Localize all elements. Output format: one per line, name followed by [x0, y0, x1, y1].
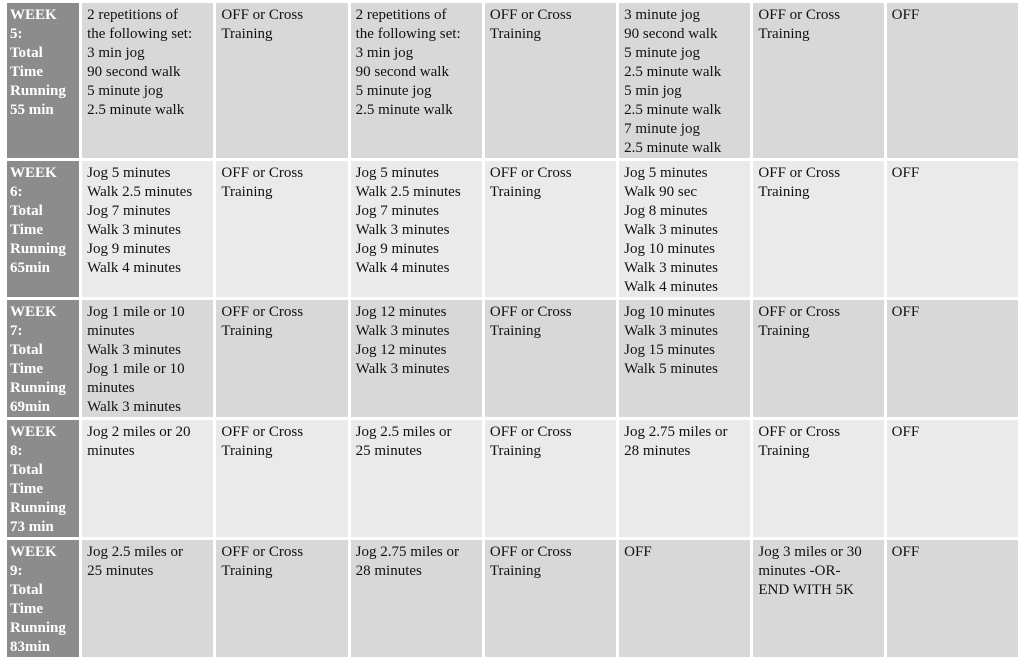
workout-line: OFF or Cross — [489, 304, 572, 320]
workout-line: Walk 3 minutes — [624, 222, 718, 238]
workout-cell-day-2 — [216, 540, 347, 657]
workout-line: 3 minute jog — [624, 7, 700, 23]
workout-cell-day-2 — [216, 161, 347, 297]
week-label-cell — [7, 3, 79, 158]
week-label-cell — [7, 540, 79, 657]
workout-cell-day-6 — [753, 300, 883, 417]
workout-line: OFF — [891, 424, 920, 440]
workout-line: 2.5 minute walk — [355, 102, 453, 118]
workout-line: OFF or Cross — [758, 165, 841, 181]
workout-cell-day-7 — [887, 300, 1018, 417]
workout-line: Walk 3 minutes — [355, 323, 450, 339]
week-label-line: Time — [10, 64, 44, 80]
workout-cell-day-1 — [82, 300, 213, 417]
workout-cell-day-4 — [485, 300, 616, 417]
workout-line: Walk 4 minutes — [355, 260, 450, 276]
week-label-line: Time — [10, 481, 44, 497]
workout-cell-day-7 — [887, 420, 1018, 537]
week-label-line: 9: — [10, 563, 23, 579]
workout-line: Jog 15 minutes — [624, 342, 715, 358]
workout-cell-day-7 — [887, 3, 1018, 158]
workout-line: Walk 3 minutes — [87, 222, 181, 238]
workout-cell-day-3 — [351, 540, 482, 657]
workout-cell-day-5 — [619, 3, 750, 158]
week-label-cell — [7, 420, 79, 537]
training-schedule-table — [4, 0, 1021, 660]
workout-line: OFF or Cross — [489, 165, 572, 181]
week-label-line: 65min — [10, 260, 51, 276]
workout-line: Jog 10 minutes — [624, 241, 715, 257]
workout-line: OFF — [624, 544, 652, 560]
workout-line: Training — [489, 443, 542, 459]
workout-line: Training — [758, 443, 810, 459]
workout-line: 2 repetitions of — [87, 7, 178, 23]
week-label-line: Time — [10, 361, 44, 377]
workout-line: Jog 5 minutes — [624, 165, 708, 181]
workout-line: Jog 9 minutes — [87, 241, 171, 257]
workout-line: OFF — [891, 7, 920, 23]
workout-line: OFF or Cross — [489, 544, 572, 560]
workout-cell-day-1 — [82, 161, 213, 297]
workout-cell-day-3 — [351, 420, 482, 537]
week-label-cell — [7, 161, 79, 297]
week-label-line: WEEK — [10, 7, 57, 23]
workout-cell-day-6 — [753, 420, 883, 537]
workout-line: OFF or Cross — [221, 424, 304, 440]
workout-cell-day-1 — [82, 420, 213, 537]
workout-line: 5 min jog — [624, 83, 682, 99]
week-label-line: WEEK — [10, 304, 57, 320]
workout-line: Jog 10 minutes — [624, 304, 715, 320]
workout-line: 90 second walk — [87, 64, 181, 80]
workout-cell-day-5 — [619, 161, 750, 297]
workout-line: 28 minutes — [355, 563, 422, 579]
workout-line: Walk 4 minutes — [87, 260, 181, 276]
workout-line: Walk 2.5 minutes — [355, 184, 461, 200]
week-label-line: Total — [10, 203, 43, 219]
workout-line: 5 minute jog — [87, 83, 163, 99]
workout-line: 5 minute jog — [355, 83, 432, 99]
table-row — [7, 300, 1018, 417]
workout-line: Walk 3 minutes — [355, 361, 450, 377]
workout-line: minutes — [87, 323, 135, 339]
workout-line: 7 minute jog — [624, 121, 700, 137]
workout-line: Walk 90 sec — [624, 184, 698, 200]
week-label-line: Total — [10, 342, 43, 358]
workout-cell-day-5 — [619, 540, 750, 657]
workout-line: Training — [221, 443, 273, 459]
workout-line: Walk 3 minutes — [624, 323, 718, 339]
workout-line: OFF or Cross — [489, 424, 572, 440]
workout-line: Training — [221, 184, 273, 200]
week-label-line: Running — [10, 620, 66, 636]
workout-line: Jog 7 minutes — [355, 203, 439, 219]
workout-cell-day-5 — [619, 420, 750, 537]
workout-cell-day-4 — [485, 3, 616, 158]
workout-line: Jog 2.75 miles or — [624, 424, 728, 440]
workout-line: 90 second walk — [624, 26, 718, 42]
workout-line: OFF — [891, 165, 920, 181]
week-label-line: 83min — [10, 639, 51, 655]
workout-line: 28 minutes — [624, 443, 691, 459]
workout-line: minutes — [87, 443, 135, 459]
workout-line: OFF or Cross — [758, 7, 841, 23]
workout-line: Walk 3 minutes — [355, 222, 450, 238]
workout-line: Training — [758, 323, 810, 339]
workout-line: Training — [221, 26, 273, 42]
week-label-line: 5: — [10, 26, 23, 42]
workout-line: Training — [221, 323, 273, 339]
workout-line: 25 minutes — [355, 443, 422, 459]
workout-line: Walk 3 minutes — [87, 399, 181, 415]
workout-line: Walk 3 minutes — [624, 260, 718, 276]
week-label-line: Running — [10, 380, 66, 396]
workout-line: 2 repetitions of — [355, 7, 447, 23]
workout-line: Jog 3 miles or 30 — [758, 544, 862, 560]
workout-cell-day-6 — [753, 540, 883, 657]
workout-line: Training — [489, 563, 542, 579]
workout-line: the following set: — [87, 26, 193, 42]
workout-line: 2.5 minute walk — [624, 140, 722, 156]
workout-cell-day-2 — [216, 3, 347, 158]
week-label-line: WEEK — [10, 424, 57, 440]
workout-line: Training — [758, 26, 810, 42]
workout-line: Jog 9 minutes — [355, 241, 439, 257]
workout-line: Walk 2.5 minutes — [87, 184, 193, 200]
workout-line: Jog 12 minutes — [355, 304, 447, 320]
week-label-line: Running — [10, 241, 66, 257]
workout-line: OFF or Cross — [221, 7, 304, 23]
workout-cell-day-7 — [887, 540, 1018, 657]
workout-line: 2.5 minute walk — [87, 102, 185, 118]
workout-cell-day-4 — [485, 540, 616, 657]
workout-line: OFF or Cross — [489, 7, 572, 23]
workout-line: 3 min jog — [355, 45, 414, 61]
week-label-line: Total — [10, 462, 43, 478]
week-label-line: 69min — [10, 399, 51, 415]
week-label-line: Time — [10, 222, 44, 238]
workout-cell-day-4 — [485, 420, 616, 537]
week-label-line: 7: — [10, 323, 23, 339]
workout-cell-day-3 — [351, 161, 482, 297]
week-label-line: 73 min — [10, 519, 54, 535]
workout-line: the following set: — [355, 26, 461, 42]
workout-line: OFF — [891, 544, 920, 560]
workout-line: Jog 12 minutes — [355, 342, 447, 358]
workout-line: Training — [221, 563, 273, 579]
workout-line: 3 min jog — [87, 45, 145, 61]
workout-cell-day-2 — [216, 300, 347, 417]
workout-line: 2.5 minute walk — [624, 102, 722, 118]
week-label-line: Running — [10, 83, 66, 99]
table-row — [7, 540, 1018, 657]
workout-line: Walk 5 minutes — [624, 361, 718, 377]
workout-cell-day-6 — [753, 161, 883, 297]
workout-line: 5 minute jog — [624, 45, 700, 61]
workout-line: Training — [758, 184, 810, 200]
workout-line: OFF — [891, 304, 920, 320]
workout-line: Jog 1 mile or 10 — [87, 361, 185, 377]
workout-line: Jog 1 mile or 10 — [87, 304, 185, 320]
table-row — [7, 420, 1018, 537]
workout-line: Jog 2.5 miles or — [87, 544, 183, 560]
workout-line: minutes -OR- — [758, 563, 841, 579]
workout-cell-day-3 — [351, 300, 482, 417]
week-label-line: 55 min — [10, 102, 54, 118]
workout-line: Jog 2.5 miles or — [355, 424, 452, 440]
workout-line: END WITH 5K — [758, 582, 854, 598]
week-label-line: 8: — [10, 443, 23, 459]
week-label-line: Running — [10, 500, 66, 516]
workout-line: Jog 2.75 miles or — [355, 544, 459, 560]
workout-cell-day-4 — [485, 161, 616, 297]
table-row — [7, 161, 1018, 297]
workout-line: OFF or Cross — [758, 304, 841, 320]
workout-line: OFF or Cross — [758, 424, 841, 440]
week-label-cell — [7, 300, 79, 417]
workout-line: Jog 8 minutes — [624, 203, 708, 219]
table-row — [7, 3, 1018, 158]
workout-line: Jog 7 minutes — [87, 203, 171, 219]
workout-line: Training — [489, 323, 542, 339]
workout-line: Walk 3 minutes — [87, 342, 181, 358]
workout-line: OFF or Cross — [221, 544, 304, 560]
workout-line: OFF or Cross — [221, 165, 304, 181]
workout-line: Jog 5 minutes — [355, 165, 439, 181]
workout-cell-day-1 — [82, 3, 213, 158]
workout-cell-day-6 — [753, 3, 883, 158]
workout-line: Jog 5 minutes — [87, 165, 171, 181]
workout-cell-day-7 — [887, 161, 1018, 297]
workout-line: 25 minutes — [87, 563, 154, 579]
workout-cell-day-1 — [82, 540, 213, 657]
week-label-line: WEEK — [10, 165, 57, 181]
week-label-line: 6: — [10, 184, 23, 200]
workout-line: OFF or Cross — [221, 304, 304, 320]
workout-line: minutes — [87, 380, 135, 396]
week-label-line: WEEK — [10, 544, 57, 560]
week-label-line: Total — [10, 582, 43, 598]
workout-cell-day-5 — [619, 300, 750, 417]
week-label-line: Total — [10, 45, 43, 61]
workout-cell-day-2 — [216, 420, 347, 537]
workout-cell-day-3 — [351, 3, 482, 158]
workout-line: 2.5 minute walk — [624, 64, 722, 80]
workout-line: Training — [489, 26, 542, 42]
workout-line: 90 second walk — [355, 64, 449, 80]
workout-line: Walk 4 minutes — [624, 279, 718, 295]
workout-line: Jog 2 miles or 20 — [87, 424, 191, 440]
workout-line: Training — [489, 184, 542, 200]
week-label-line: Time — [10, 601, 44, 617]
